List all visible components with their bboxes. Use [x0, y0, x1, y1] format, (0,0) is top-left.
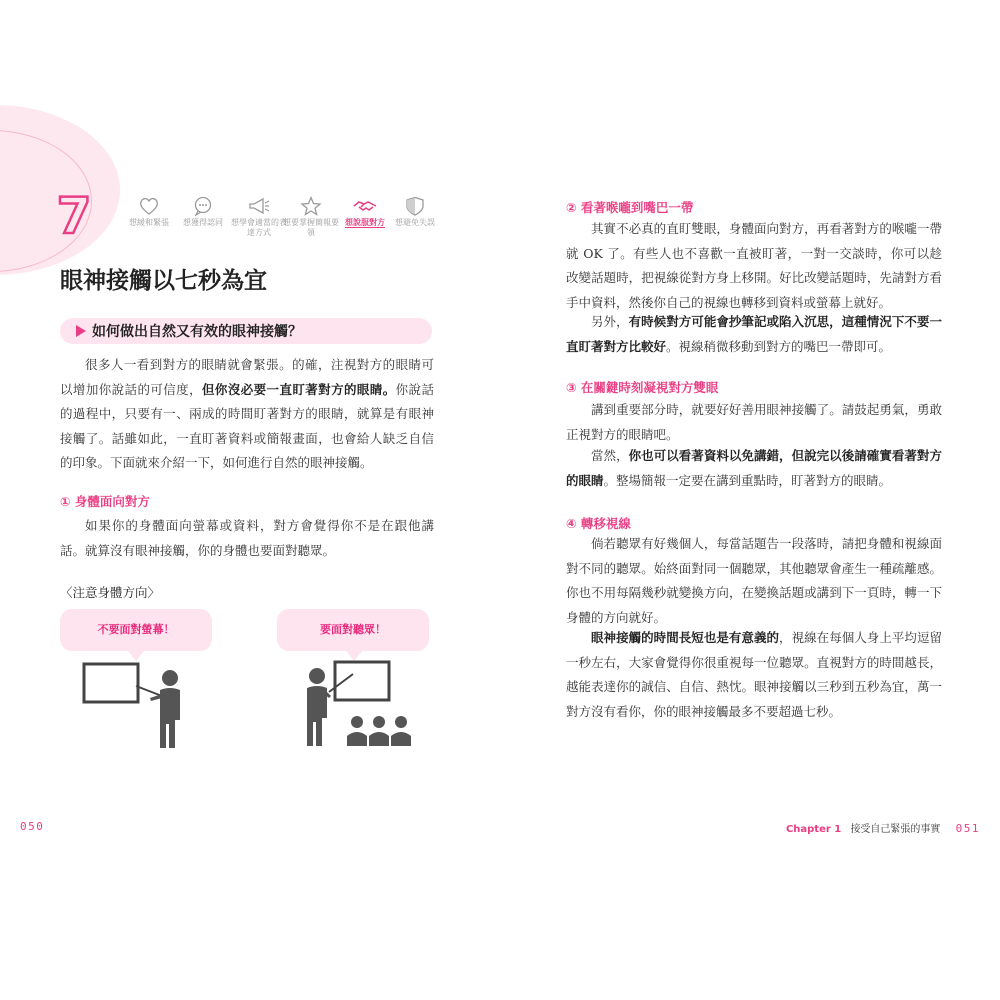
point-2-note-emphasis: 有時候對方可能會抄筆記或陷入沉思，這種情況下不要一直盯著對方比較好 — [566, 314, 942, 354]
point-2-body: 其實不必真的直盯雙眼，身體面向對方，再看著對方的喉嚨一帶就 OK 了。有些人也不喜歡一直被盯著，一對一交談時，你可以趁改變話題時，把視線從對方身上移開。好比改變話題時，先請對方看手中資料，然後你自己的視線也轉移到資料或螢幕上就好。 — [566, 221, 942, 310]
handshake-icon — [352, 196, 378, 216]
heart-icon — [138, 196, 160, 216]
chapter-label: Chapter 1 — [785, 824, 842, 835]
point-3-note-text-1: 當然， — [591, 448, 629, 463]
page-title: 眼神接觸以七秒為宜 — [60, 268, 267, 294]
megaphone-icon — [247, 196, 271, 216]
star-icon — [300, 196, 322, 216]
speech-bubble-icon — [192, 196, 214, 216]
point-4-heading: ④ 轉移視線 — [566, 516, 631, 531]
nav-item-avoid-mistakes — [386, 196, 444, 228]
point-1-heading: ① 身體面向對方 — [60, 494, 150, 509]
chapter-title: 接受自己緊張的事實 — [850, 824, 941, 835]
nav-item-label: 想獲得認同 — [183, 218, 223, 227]
nav-item-relieve-tension — [120, 196, 178, 228]
presenter-facing-screen-illustration — [80, 660, 200, 750]
nav-item-label: 想說服對方 — [345, 218, 385, 227]
chapter-number: 7 — [56, 187, 92, 245]
note-heading: 〈注意身體方向〉 — [60, 585, 161, 600]
intro-paragraph — [60, 353, 434, 476]
intro-text-1: 很多人一看到對方的眼睛就會緊張。的確，注視對方的眼睛可以增加你說話的可信度， — [60, 357, 434, 397]
nav-item-proper-expression — [230, 196, 288, 238]
page-number-right: 051 — [955, 822, 980, 835]
point-2-note-text-2: 。視線稍微移動到對方的嘴巴一帶即可。 — [666, 338, 892, 354]
point-4-note — [566, 626, 942, 724]
nav-item-gain-approval — [174, 196, 232, 228]
point-4-body: 倘若聽眾有好幾個人，每當話題告一段落時，請把身體和視線面對不同的聽眾。始終面對同一個聽眾，其他聽眾會產生一種疏離感。你也不用每隔幾秒就變換方向，在變換話題或講到下一頁時，轉一下身體的方向就好。 — [566, 536, 942, 625]
point-3-note — [566, 444, 942, 493]
intro-text-2: 你說話的過程中，只要有一、兩成的時間盯著對方的眼睛，就算是有眼神接觸了。話雖如此，一直盯著資料或簡報畫面，也會給人缺乏自信的印象。下面就來介紹一下，如何進行自然的眼神接觸。 — [60, 381, 434, 470]
point-2-note-text-1: 另外， — [591, 314, 629, 329]
triangle-arrow-icon — [76, 325, 86, 337]
point-2-heading: ② 看著喉嚨到嘴巴一帶 — [566, 200, 694, 215]
nav-item-label: 想學會適當的表達方式 — [231, 218, 287, 237]
point-4-note-emphasis: 眼神接觸的時間長短也是有意義的 — [591, 630, 780, 645]
point-2-note — [566, 310, 942, 359]
bubble-face-audience: 要面對聽眾！ — [277, 609, 429, 651]
intro-emphasis: 但你沒必要一直盯著對方的眼睛。 — [202, 381, 396, 397]
bubble-dont-face-screen: 不要面對螢幕！ — [60, 609, 212, 651]
presenter-facing-audience-illustration — [295, 660, 425, 752]
running-footer — [786, 820, 980, 835]
point-1-body: 如果你的身體面向螢幕或資料，對方會覺得你不是在跟他講話。就算沒有眼神接觸，你的身體也要面對聽眾。 — [60, 518, 434, 558]
point-4-note-text: ，視線在每個人身上平均逗留一秒左右，大家會覺得你很重視每一位聽眾。直視對方的時間越長，越能表達你的誠信、自信、熱忱。眼神接觸以三秒到五秒為宜，萬一對方沒有看你，你的眼神接觸最多不要超過七秒。 — [566, 630, 942, 719]
point-3-body: 講到重要部分時，就要好好善用眼神接觸了。請鼓起勇氣，勇敢正視對方的眼睛吧。 — [566, 402, 942, 442]
point-3-heading: ③ 在關鍵時刻凝視對方雙眼 — [566, 380, 719, 395]
nav-item-presentation-skills — [282, 196, 340, 238]
point-3-note-text-2: 。整場簡報一定要在講到重點時，盯著對方的眼睛。 — [603, 472, 892, 488]
page-number-left: 050 — [20, 820, 45, 833]
nav-item-label: 想要掌握簡報要領 — [283, 218, 339, 237]
nav-item-label: 想緩和緊張 — [129, 218, 169, 227]
point-3-note-emphasis: 你也可以看著資料以免講錯，但說完以後請確實看著對方的眼睛 — [566, 448, 942, 488]
section-heading-bar — [60, 318, 432, 344]
nav-item-label: 想避免失誤 — [395, 218, 435, 227]
shield-icon — [404, 196, 426, 216]
section-heading: 如何做出自然又有效的眼神接觸？ — [92, 324, 302, 340]
